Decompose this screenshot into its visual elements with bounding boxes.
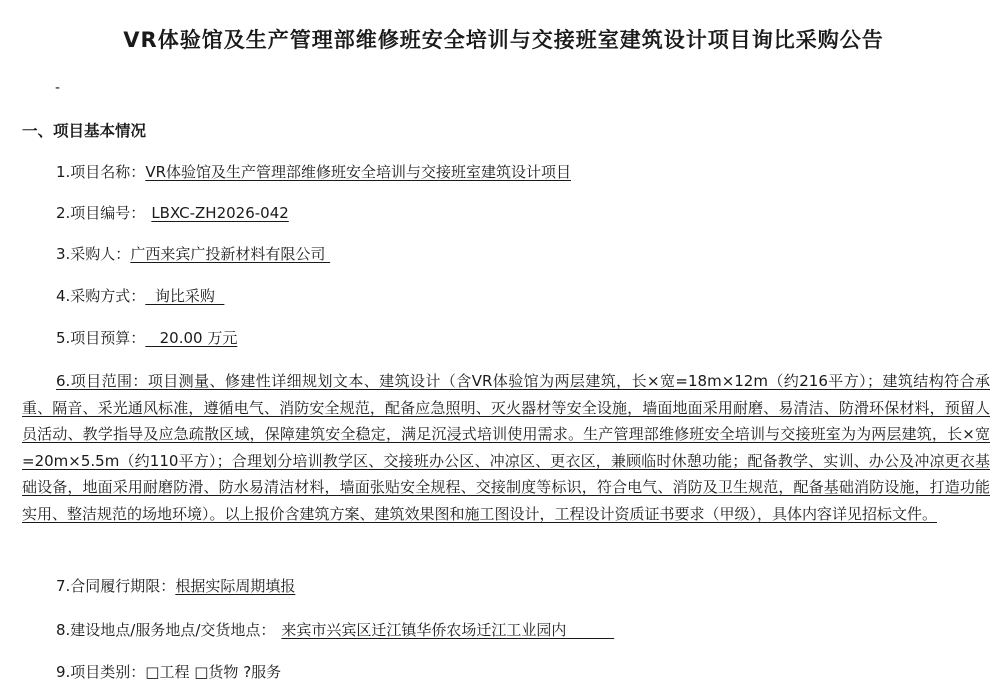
dash-mark: - [55,80,61,96]
project-scope-paragraph: 6.项目范围：项目测量、修建性详细规划文本、建筑设计（含VR体验馆为两层建筑，长×宽=18m×12m（约216平方）；建筑结构符合承重、隔音、采光通风标准，遵循电气、消防安全规范，配备应急照明、灭火器材等安全设施，墙面地面采用耐磨、易清洁、防滑环保材料，预留人员活动、教学指导及应急疏散区域，保障建筑安全稳定，满足沉浸式培训使用需求。生产管理部维修班安全培训与交接班室为为两层建筑，长×宽=20m×5.5m（约110平方）；合理划分培训教学区、交接班办公区、冲凉区、更衣区，兼顾临时休憩功能；配备教学、实训、办公及冲凉更衣基础设备，地面采用耐磨防滑、防水易清洁材料，墙面张贴安全规程、交接制度等标识，符合电气、消防及卫生规范，配备基础消防设施，打造功能实用、整洁规范的场地环境）。以上报价含建筑方案、建筑效果图和施工图设计，工程设计资质证书要求（甲级），具体内容详见招标文件。 [22,372,990,523]
project-name-value: VR体验馆及生产管理部维修班安全培训与交接班室建筑设计项目 [145,163,571,181]
section-heading-basic-info: 一、项目基本情况 [22,122,147,140]
item-procurement-method [56,285,224,306]
item-project-category: 9.项目类别：□工程 □货物 ?服务 [56,663,282,681]
item-budget [56,327,237,348]
contract-period-label: 7.合同履行期限： [56,577,176,595]
project-code-value: LBXC-ZH2026-042 [151,204,289,222]
budget-label: 5.项目预算： [56,329,146,347]
budget-value: 20.00 万元 [145,329,238,347]
procurement-method-label: 4.采购方式： [56,287,146,305]
project-code-label: 2.项目编号： [56,204,146,222]
buyer-value: 广西来宾广投新材料有限公司 [130,245,331,263]
item-contract-period [56,575,295,596]
item-project-code [56,202,289,223]
page-title: VR体验馆及生产管理部维修班安全培训与交接班室建筑设计项目询比采购公告 [123,28,884,52]
project-name-label: 1.项目名称： [56,163,146,181]
item-location [56,619,614,640]
item-buyer [56,243,330,264]
location-value: 来宾市兴宾区迁江镇华侨农场迁江工业园内 [281,621,615,639]
buyer-label: 3.采购人： [56,245,131,263]
location-label: 8.建设地点/服务地点/交货地点： [56,621,276,639]
procurement-method-value: 询比采购 [145,287,225,305]
item-project-name [56,161,571,182]
contract-period-value: 根据实际周期填报 [175,577,296,595]
